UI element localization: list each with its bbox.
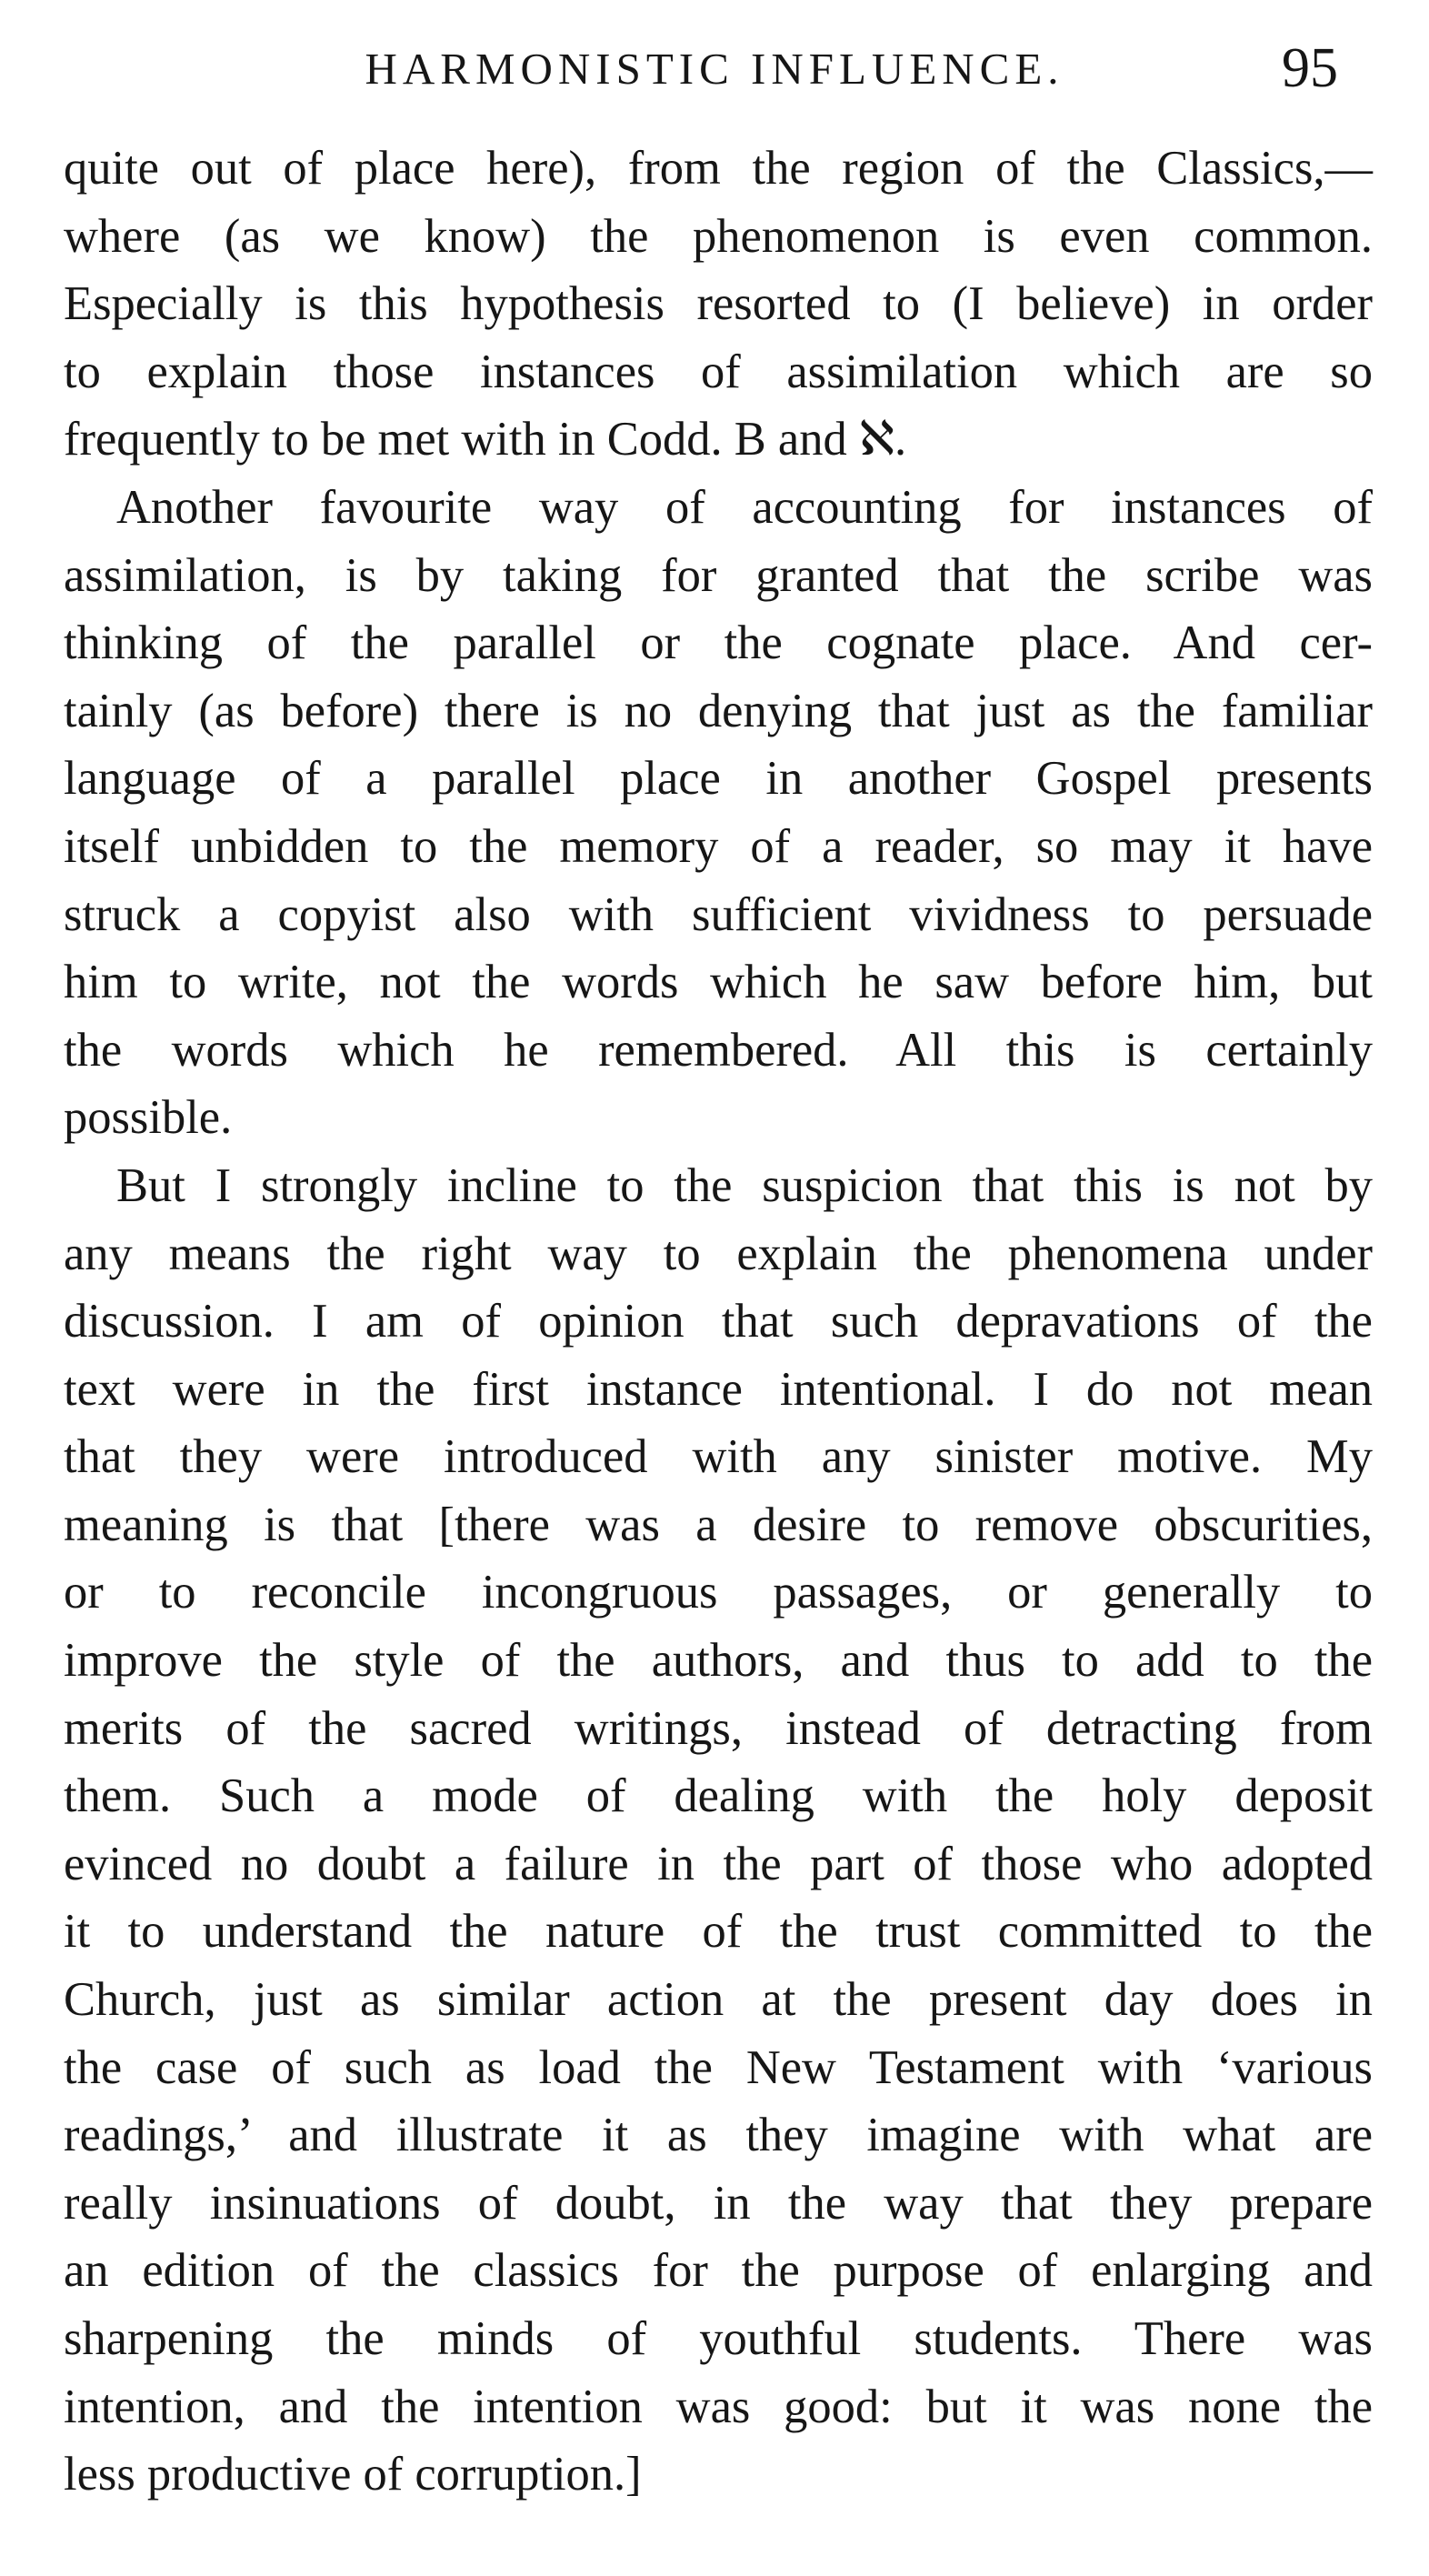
text-line: quite out of place here), from the region of the Classics,— xyxy=(64,142,1373,195)
text-line: But I strongly incline to the suspicion that this is not by xyxy=(116,1158,1373,1212)
text-line: them. Such a mode of dealing with the holy deposit xyxy=(64,1769,1373,1823)
text-line: meaning is that [there was a desire to remove obscurities, xyxy=(64,1498,1373,1551)
body-text xyxy=(64,135,1373,2509)
text-line: discussion. I am of opinion that such depravations of the xyxy=(64,1295,1373,1348)
text-line: tainly (as before) there is no denying that just as the familiar xyxy=(64,684,1373,737)
text-line: sharpening the minds of youthful students. There was xyxy=(64,2312,1373,2365)
text-line: struck a copyist also with sufficient vividness to persuade xyxy=(64,887,1373,941)
text-line: text were in the first instance intentional. I do not mean xyxy=(64,1362,1373,1416)
text-line: Church, just as similar action at the present day does in xyxy=(64,1973,1373,2027)
text-line: really insinuations of doubt, in the way that they prepare xyxy=(64,2176,1373,2230)
text-line: thinking of the parallel or the cognate place. And cer- xyxy=(64,616,1373,670)
text-line: Especially is this hypothesis resorted to (I believe) in order xyxy=(64,277,1373,331)
page-number: 95 xyxy=(1282,37,1338,99)
text-line: to explain those instances of assimilation which are so xyxy=(64,345,1373,398)
text-line: frequently to be met with in Codd. B and ℵ. xyxy=(64,413,907,466)
running-head xyxy=(64,36,1365,109)
text-line: possible. xyxy=(64,1091,233,1145)
text-line: intention, and the intention was good: but it was none the xyxy=(64,2380,1373,2433)
text-line: an edition of the classics for the purpose of enlarging and xyxy=(64,2244,1373,2298)
text-line: where (as we know) the phenomenon is even common. xyxy=(64,209,1373,263)
text-line: or to reconcile incongruous passages, or generally to xyxy=(64,1566,1373,1619)
text-line: him to write, not the words which he saw before him, but xyxy=(64,956,1373,1009)
text-line: evinced no doubt a failure in the part of those who adopted xyxy=(64,1837,1373,1890)
text-line: readings,’ and illustrate it as they imagine with what are xyxy=(64,2109,1373,2162)
text-line: the case of such as load the New Testament with ‘various xyxy=(64,2040,1373,2094)
text-line: merits of the sacred writings, instead of detracting from xyxy=(64,1701,1373,1755)
text-line: less productive of corruption.] xyxy=(64,2448,642,2501)
text-line: improve the style of the authors, and thus to add to the xyxy=(64,1634,1373,1688)
text-line: Another favourite way of accounting for instances of xyxy=(116,480,1373,534)
text-line: that they were introduced with any sinister motive. My xyxy=(64,1430,1373,1484)
running-title: HARMONISTIC INFLUENCE. xyxy=(365,44,1064,94)
text-line: any means the right way to explain the phenomena under xyxy=(64,1227,1373,1280)
text-line: the words which he remembered. All this is certainly xyxy=(64,1023,1373,1077)
text-line: language of a parallel place in another Gospel presents xyxy=(64,752,1373,806)
text-line: it to understand the nature of the trust committed to the xyxy=(64,1905,1373,1959)
text-line: itself unbidden to the memory of a reader, so may it have xyxy=(64,819,1373,873)
text-line: assimilation, is by taking for granted that the scribe was xyxy=(64,548,1373,602)
